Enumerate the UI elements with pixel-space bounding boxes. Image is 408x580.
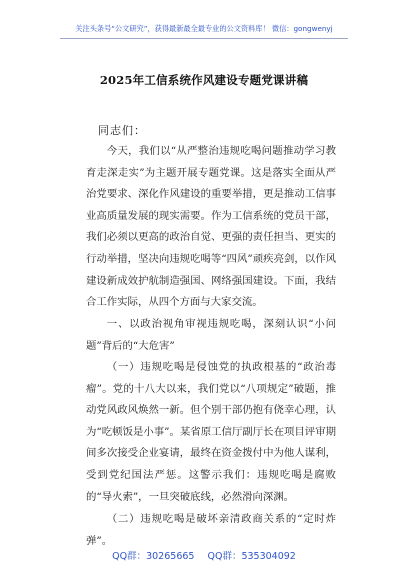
qq-group-2: QQ群：535304092 (207, 551, 296, 562)
subsection-paragraph-1: （一）违规吃喝是侵蚀党的执政根基的“政治毒瘤”。党的十八大以来，我们党以“八项规定”破题，推动党风政风焕然一新。但个别干部仍抱有侥幸心理，认为“吃顿饭是小事”。某省原工信厅副厅长在项目评审期间多次接受企业宴请，最终在资金拨付中为他人谋利，受到党纪国法严惩。这警示我们：违规吃喝是腐败的“导火索”，一旦突破底线，必然滑向深渊。 (86, 361, 336, 503)
header-divider (60, 38, 348, 39)
header-notice: 关注头条号“公文研究”，获得最新最全最专业的公文资料库！ 微信：gongwenyj (75, 24, 333, 33)
section-heading: 一、以政治视角审视违规吃喝，深刻认识“小问题”背后的“大危害” (86, 318, 336, 352)
qq-group-1: QQ群：30265665 (112, 551, 195, 562)
footer-qq-groups (0, 548, 408, 562)
document-title: 2025年工信系统作风建设专题党课讲稿 (99, 73, 309, 87)
greeting: 同志们： (98, 124, 146, 137)
intro-paragraph: 今天，我们以“从严整治违规吃喝问题推动学习教育走深走实”为主题开展专题党课。这是落实全面从严治党要求、深化作风建设的重要举措，更是推动工信事业高质量发展的现实需要。作为工信系统的党员干部，我们必须以更高的政治自觉、更强的责任担当、更实的行动举措，坚决向违规吃喝等“四风”顽疾亮剑，以作风建设新成效护航制造强国、网络强国建设。下面，我结合工作实际，从四个方面与大家交流。 (86, 145, 336, 309)
subsection-paragraph-2: （二）违规吃喝是破坏亲清政商关系的“定时炸弹”。 (86, 513, 336, 547)
